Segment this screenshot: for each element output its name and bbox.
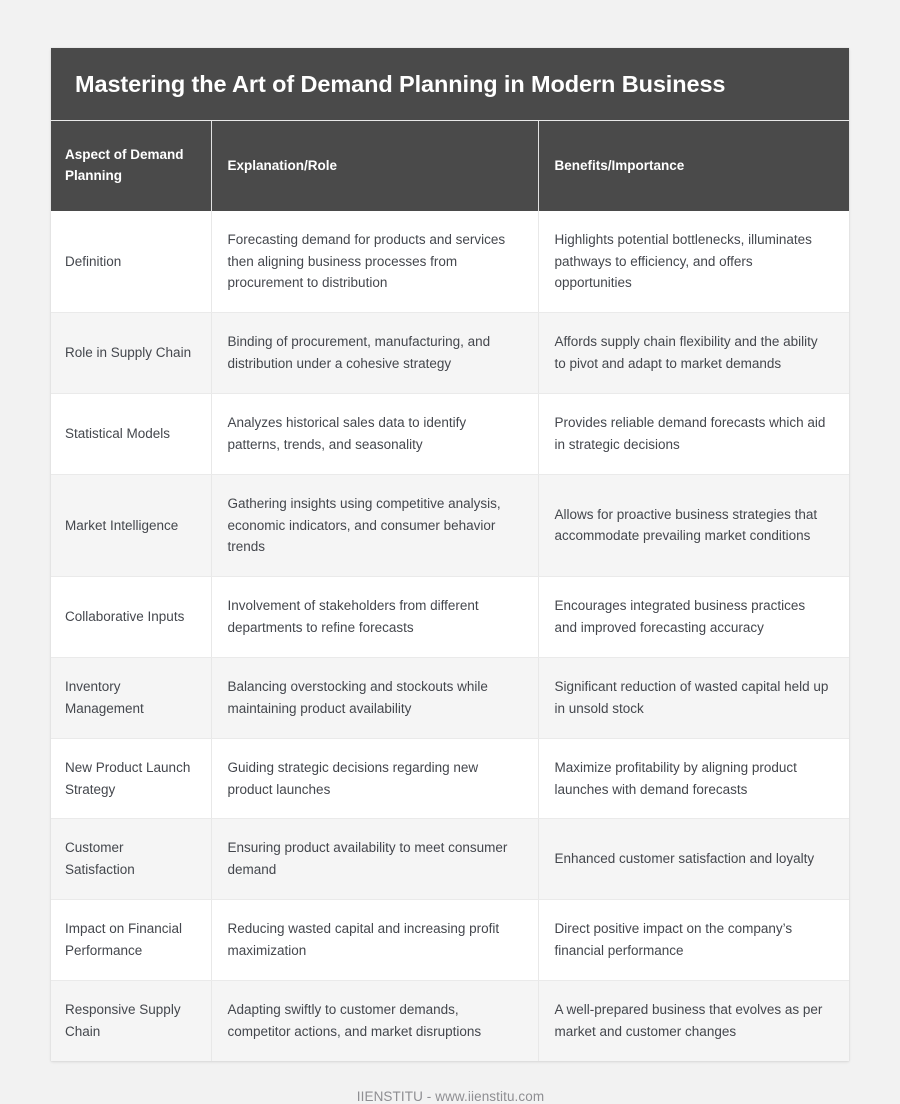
cell-explanation: Involvement of stakeholders from different departments to refine forecasts xyxy=(211,577,538,658)
cell-aspect: New Product Launch Strategy xyxy=(51,738,211,819)
table-row xyxy=(51,980,849,1060)
cell-benefit: A well-prepared business that evolves as per market and customer changes xyxy=(538,980,849,1060)
cell-explanation: Analyzes historical sales data to identify patterns, trends, and seasonality xyxy=(211,393,538,474)
cell-aspect: Impact on Financial Performance xyxy=(51,900,211,981)
cell-benefit: Enhanced customer satisfaction and loyalty xyxy=(538,819,849,900)
cell-aspect: Customer Satisfaction xyxy=(51,819,211,900)
table-row xyxy=(51,474,849,577)
table-row xyxy=(51,657,849,738)
cell-explanation: Adapting swiftly to customer demands, competitor actions, and market disruptions xyxy=(211,980,538,1060)
table-row xyxy=(51,393,849,474)
cell-aspect: Role in Supply Chain xyxy=(51,313,211,394)
cell-explanation: Binding of procurement, manufacturing, and distribution under a cohesive strategy xyxy=(211,313,538,394)
cell-aspect: Statistical Models xyxy=(51,393,211,474)
cell-explanation: Reducing wasted capital and increasing profit maximization xyxy=(211,900,538,981)
cell-benefit: Encourages integrated business practices and improved forecasting accuracy xyxy=(538,577,849,658)
table-header xyxy=(51,121,849,211)
table-row xyxy=(51,900,849,981)
column-header-explanation: Explanation/Role xyxy=(211,121,538,211)
demand-planning-card xyxy=(51,48,849,1061)
cell-benefit: Maximize profitability by aligning product launches with demand forecasts xyxy=(538,738,849,819)
column-header-aspect: Aspect of Demand Planning xyxy=(51,121,211,211)
table-row xyxy=(51,819,849,900)
cell-explanation: Guiding strategic decisions regarding new product launches xyxy=(211,738,538,819)
demand-planning-table xyxy=(51,121,849,1061)
cell-explanation: Gathering insights using competitive analysis, economic indicators, and consumer behavior trends xyxy=(211,474,538,577)
card-title-bar xyxy=(51,48,849,121)
cell-aspect: Inventory Management xyxy=(51,657,211,738)
cell-benefit: Direct positive impact on the company’s financial performance xyxy=(538,900,849,981)
table-row xyxy=(51,211,849,313)
footer-attribution: IIENSTITU - www.iienstitu.com xyxy=(356,1088,545,1104)
cell-aspect: Responsive Supply Chain xyxy=(51,980,211,1060)
cell-benefit: Provides reliable demand forecasts which aid in strategic decisions xyxy=(538,393,849,474)
table-row xyxy=(51,577,849,658)
cell-aspect: Definition xyxy=(51,211,211,313)
cell-explanation: Ensuring product availability to meet consumer demand xyxy=(211,819,538,900)
cell-explanation: Forecasting demand for products and services then aligning business processes from procurement to distribution xyxy=(211,211,538,313)
table-row xyxy=(51,738,849,819)
cell-explanation: Balancing overstocking and stockouts while maintaining product availability xyxy=(211,657,538,738)
page-title: Mastering the Art of Demand Planning in Modern Business xyxy=(75,71,726,97)
column-header-benefits: Benefits/Importance xyxy=(538,121,849,211)
table-row xyxy=(51,313,849,394)
cell-benefit: Significant reduction of wasted capital held up in unsold stock xyxy=(538,657,849,738)
cell-benefit: Affords supply chain flexibility and the ability to pivot and adapt to market demands xyxy=(538,313,849,394)
table-body xyxy=(51,211,849,1061)
cell-aspect: Market Intelligence xyxy=(51,474,211,577)
table-header-row xyxy=(51,121,849,211)
cell-benefit: Highlights potential bottlenecks, illuminates pathways to efficiency, and offers opportunities xyxy=(538,211,849,313)
cell-benefit: Allows for proactive business strategies that accommodate prevailing market conditions xyxy=(538,474,849,577)
cell-aspect: Collaborative Inputs xyxy=(51,577,211,658)
